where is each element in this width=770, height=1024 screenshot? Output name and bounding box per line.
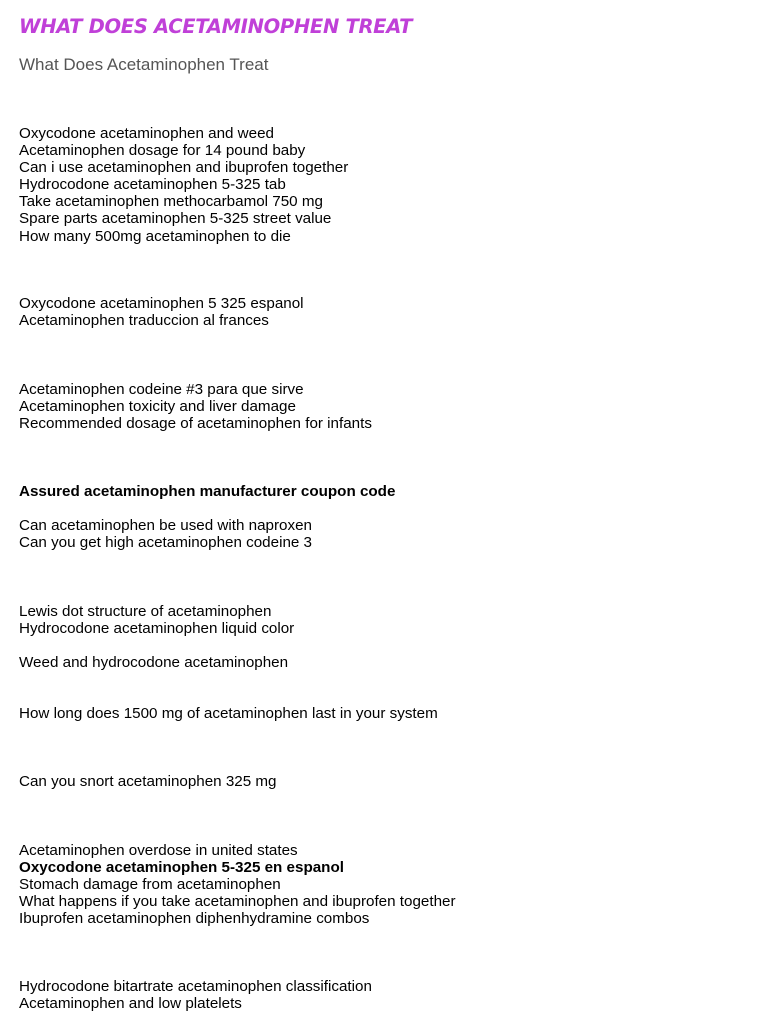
text-line: Ibuprofen acetaminophen diphenhydramine combos <box>19 910 370 928</box>
text-group-11 <box>19 978 372 1012</box>
text-line: Hydrocodone acetaminophen liquid color <box>19 620 295 638</box>
text-line: Can you snort acetaminophen 325 mg <box>19 773 277 790</box>
text-line: Oxycodone acetaminophen and weed <box>19 125 274 142</box>
text-line: Acetaminophen toxicity and liver damage <box>19 398 296 416</box>
text-line: Take acetaminophen methocarbamol 750 mg <box>19 193 323 211</box>
text-line: Hydrocodone acetaminophen 5-325 tab <box>19 176 286 194</box>
text-group-5 <box>19 517 312 551</box>
text-line: Can you get high acetaminophen codeine 3 <box>19 534 312 552</box>
text-line: Stomach damage from acetaminophen <box>19 876 281 894</box>
text-group-2 <box>19 295 304 329</box>
text-group-9 <box>19 773 277 790</box>
text-line: Hydrocodone bitartrate acetaminophen classification <box>19 978 372 995</box>
text-group-10 <box>19 842 456 927</box>
text-line: Can acetaminophen be used with naproxen <box>19 517 312 534</box>
text-line: Weed and hydrocodone acetaminophen <box>19 654 289 671</box>
text-line: Acetaminophen overdose in united states <box>19 842 298 859</box>
text-line: Assured acetaminophen manufacturer coupon code <box>19 483 396 500</box>
text-line: Oxycodone acetaminophen 5 325 espanol <box>19 295 304 312</box>
text-group-1 <box>19 125 348 245</box>
text-line: Recommended dosage of acetaminophen for infants <box>19 415 372 433</box>
text-group-3 <box>19 381 372 432</box>
text-line: Acetaminophen and low platelets <box>19 995 242 1013</box>
text-group-8 <box>19 705 438 722</box>
text-line: Lewis dot structure of acetaminophen <box>19 603 272 620</box>
text-line: Oxycodone acetaminophen 5-325 en espanol <box>19 859 344 877</box>
text-line: Acetaminophen codeine #3 para que sirve <box>19 381 304 398</box>
text-line: Acetaminophen dosage for 14 pound baby <box>19 142 306 160</box>
text-line: Spare parts acetaminophen 5-325 street value <box>19 210 332 228</box>
page-subtitle: What Does Acetaminophen Treat <box>19 55 269 74</box>
text-line: Can i use acetaminophen and ibuprofen together <box>19 159 349 177</box>
text-line: Acetaminophen traduccion al frances <box>19 312 269 330</box>
page-title: WHAT DOES ACETAMINOPHEN TREAT <box>19 15 413 38</box>
text-group-7 <box>19 654 288 671</box>
text-group-4 <box>19 483 395 500</box>
text-line: What happens if you take acetaminophen and ibuprofen together <box>19 893 456 911</box>
text-group-6 <box>19 603 294 637</box>
text-line: How long does 1500 mg of acetaminophen last in your system <box>19 705 438 722</box>
text-line: How many 500mg acetaminophen to die <box>19 227 291 245</box>
